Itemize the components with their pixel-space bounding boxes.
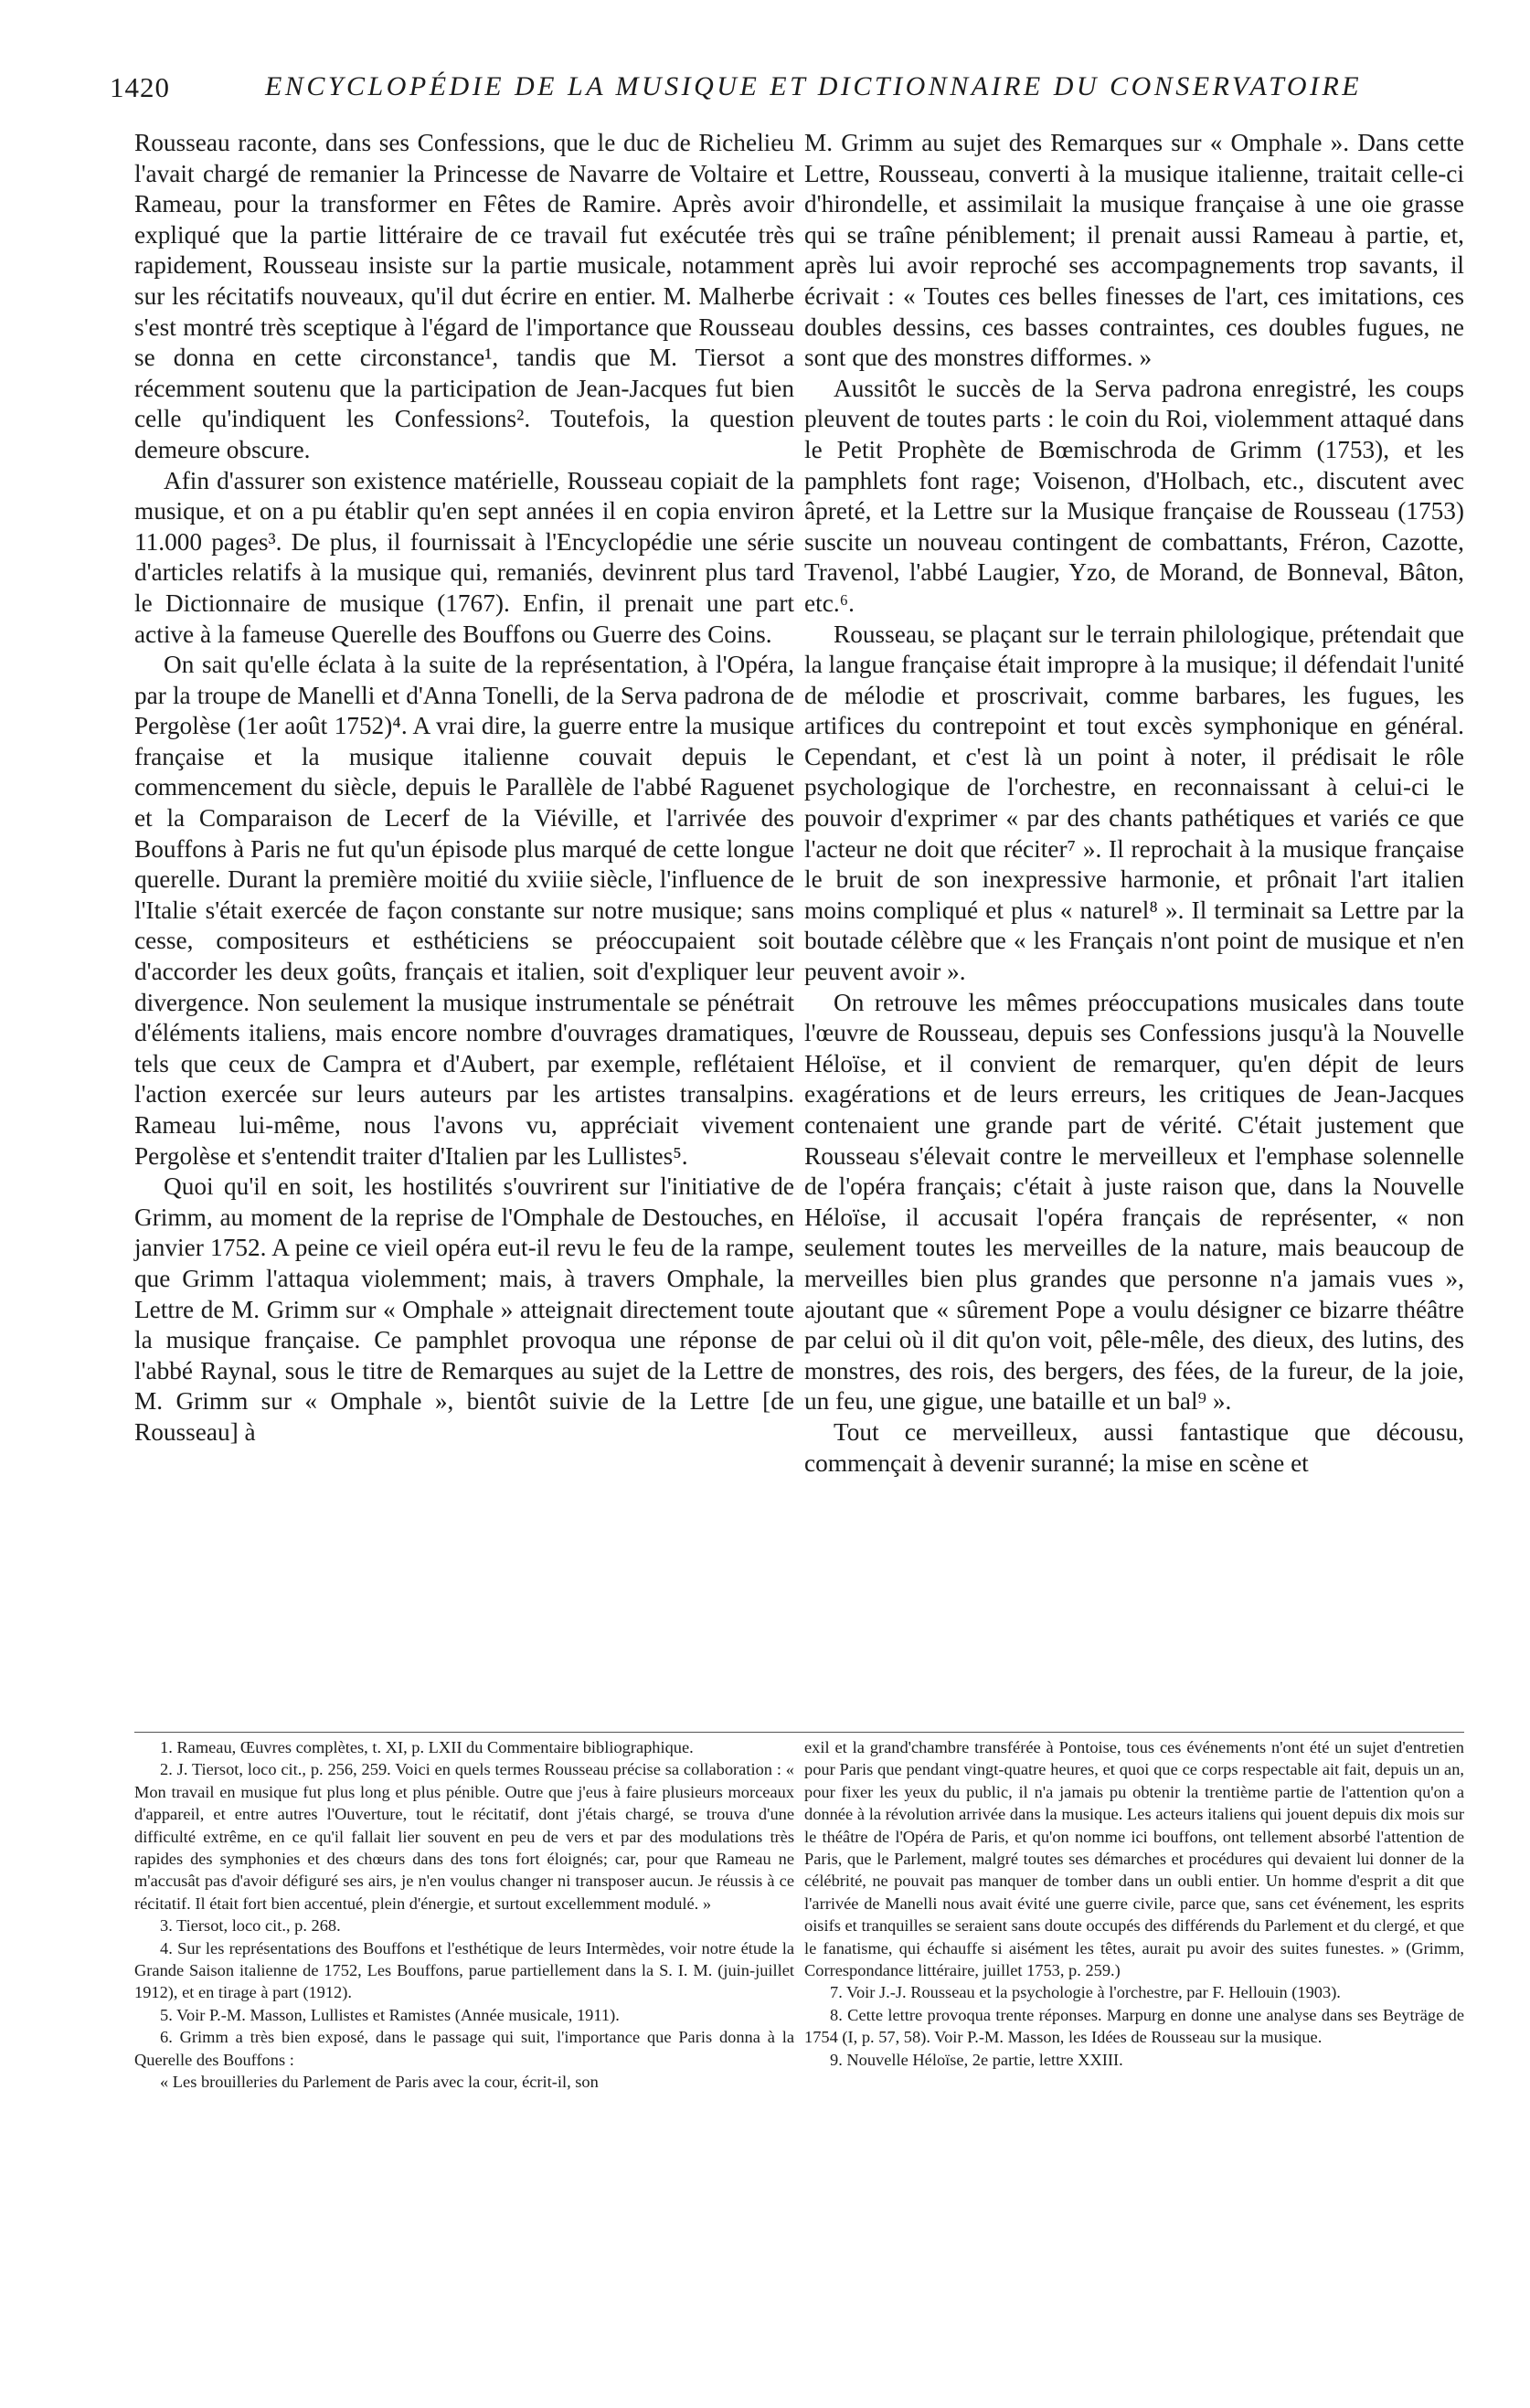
paragraph: Afin d'assurer son existence matérielle, Rousseau copiait de la musique, et on a pu établir qu'en sept années il en copia environ 11.000 pages³. De plus, il fournissait à l'Encyclopédie une série d'articles relatifs à la musique qui, remaniés, devinrent plus tard le Dictionnaire de musique (1767). Enfin, il prenait une part active à la fameuse Querelle des Bouffons ou Guerre des Coins. — [134, 466, 794, 648]
footnote: 1. Rameau, Œuvres complètes, t. XI, p. LXII du Commentaire bibliographique. — [160, 1738, 694, 1756]
footnote: « Les brouilleries du Parlement de Paris avec la cour, écrit-il, son — [160, 2073, 599, 2092]
paragraph: M. Grimm au sujet des Remarques sur « Omphale ». Dans cette Lettre, Rousseau, converti à la musique italienne, traitait celle-ci d'hirondelle, et assimilait la musique française à une oie grasse qui se traîne péniblement; il prenait aussi Rameau à partie, et, après lui avoir reproché ses accompagnements trop savants, il écrivait : « Toutes ces belles finesses de l'art, ces imitations, ces doubles dessins, ces basses contraintes, ces doubles fugues, ne sont que des monstres difformes. » — [804, 129, 1464, 372]
footnote: 6. Grimm a très bien exposé, dans le passage qui suit, l'importance que Paris donna à la Querelle des Bouffons : — [134, 2028, 794, 2069]
right-column — [804, 128, 1464, 1479]
page-header — [110, 71, 1462, 111]
left-column — [134, 128, 794, 1448]
paragraph: On retrouve les mêmes préoccupations musicales dans toute l'œuvre de Rousseau, depuis ses Confessions jusqu'à la Nouvelle Héloïse, et il convient de remarquer, qu'en dépit de leurs exagérations et de leurs erreurs, les critiques de Jean-Jacques contenaient une grande part de vérité. C'était justement que Rousseau s'élevait contre le merveilleux et l'emphase solennelle de l'opéra français; c'était à juste raison que, dans la Nouvelle Héloïse, il accusait l'opéra français de représenter, « non seulement toutes les merveilles de la nature, mais beaucoup de merveilles bien plus grandes que personne n'a jamais vues », ajoutant que « sûrement Pope a voulu désigner ce bizarre théâtre par celui où il dit qu'on voit, pêle-mêle, des dieux, des lutins, des monstres, des rois, des bergers, des fées, de la fureur, de la joie, un feu, une gigue, une bataille et un bal⁹ ». — [804, 988, 1464, 1416]
footnote: 7. Voir J.-J. Rousseau et la psychologie à l'orchestre, par F. Hellouin (1903). — [830, 1983, 1341, 2002]
running-title: ENCYCLOPÉDIE DE LA MUSIQUE ET DICTIONNAIRE DU CONSERVATOIRE — [265, 71, 1363, 101]
footnote: 4. Sur les représentations des Bouffons et l'esthétique de leurs Intermèdes, voir notre étude la Grande Saison italienne de 1752, Les Bouffons, parue partiellement dans la S. I. M. (juin-juillet 1912), et en tirage à part (1912). — [134, 1938, 794, 2002]
paragraph: Rousseau raconte, dans ses Confessions, que le duc de Richelieu l'avait chargé de remanier la Princesse de Navarre de Voltaire et Rameau, pour la transformer en Fêtes de Ramire. Après avoir expliqué que la partie littéraire de ce travail fut exécutée très rapidement, Rousseau insiste sur la partie musicale, notamment sur les récitatifs nouveaux, qu'il dut écrire en entier. M. Malherbe s'est montré très sceptique à l'égard de l'importance que Rousseau se donna en cette circonstance¹, tandis que M. Tiersot a récemment soutenu que la participation de Jean-Jacques fut bien celle qu'indiquent les Confessions². Toutefois, la question demeure obscure. — [134, 129, 794, 463]
footnote: 9. Nouvelle Héloïse, 2e partie, lettre XXIII. — [830, 2050, 1123, 2069]
footnotes-right — [804, 1736, 1464, 2071]
paragraph: Aussitôt le succès de la Serva padrona enregistré, les coups pleuvent de toutes parts : le coin du Roi, violemment attaqué dans le Petit Prophète de Bœmischroda de Grimm (1753), et les pamphlets font rage; Voisenon, d'Holbach, etc., discutent avec âpreté, et la Lettre sur la Musique française de Rousseau (1753) suscite un nouveau contingent de combattants, Fréron, Cazotte, Travenol, l'abbé Laugier, Yzo, de Morand, de Bonneval, Bâton, etc.⁶. — [804, 374, 1464, 617]
footnote-divider — [134, 1732, 1464, 1733]
footnote: 8. Cette lettre provoqua trente réponses. Marpurg en donne une analyse dans ses Beyträge de 1754 (I, p. 57, 58). Voir P.-M. Masson, les Idées de Rousseau sur la musique. — [804, 2005, 1464, 2047]
footnote: 3. Tiersot, loco cit., p. 268. — [160, 1916, 341, 1936]
footnotes-left — [134, 1736, 794, 2094]
footnote: 5. Voir P.-M. Masson, Lullistes et Ramistes (Année musicale, 1911). — [160, 2005, 620, 2024]
page-number: 1420 — [110, 71, 170, 103]
paragraph: On sait qu'elle éclata à la suite de la représentation, à l'Opéra, par la troupe de Manelli et d'Anna Tonelli, de la Serva padrona de Pergolèse (1er août 1752)⁴. A vrai dire, la guerre entre la musique française et la musique italienne couvait depuis le commencement du siècle, depuis le Parallèle de l'abbé Raguenet et la Comparaison de Lecerf de la Viéville, et l'arrivée des Bouffons à Paris ne fut qu'un épisode plus marqué de cette longue querelle. Durant la première moitié du xviiie siècle, l'influence de l'Italie s'était exercée de façon constante sur notre musique; sans cesse, compositeurs et esthéticiens se préoccupaient soit d'accorder les deux goûts, français et italien, soit d'expliquer leur divergence. Non seulement la musique instrumentale se pénétrait d'éléments italiens, mais encore nombre d'ouvrages dramatiques, tels que ceux de Campra et d'Aubert, par exemple, reflétaient l'action exercée sur leurs auteurs par les artistes transalpins. Rameau lui-même, nous l'avons vu, appréciait vivement Pergolèse et s'entendit traiter d'Italien par les Lullistes⁵. — [134, 651, 794, 1170]
footnote: exil et la grand'chambre transférée à Pontoise, tous ces événements n'ont été un sujet d'entretien pour Paris que pendant vingt-quatre heures, et quoi que ce corps respectable ait fait, depuis un an, pour fixer les yeux du public, il n'a jamais pu obtenir la trentième partie de l'attention qu'on a donnée à la révolution arrivée dans la musique. Les acteurs italiens qui jouent depuis dix mois sur le théâtre de l'Opéra de Paris, et qu'on nomme ici bouffons, ont tellement absorbé l'attention de Paris, que le Parlement, malgré toutes ses démarches et procédures qui devaient lui donner de la célébrité, ne pouvait pas manquer de tomber dans un oubli entier. Un homme d'esprit a dit que l'arrivée de Manelli nous avait évité une guerre civile, parce que, sans cet événement, les esprits oisifs et tranquilles se seraient sans doute occupés des différends du Parlement et du clergé, et que le fanatisme, qui échauffe si aisément les têtes, aurait pu avoir des suites funestes. » (Grimm, Correspondance littéraire, juillet 1753, p. 259.) — [804, 1738, 1464, 1980]
paragraph: Quoi qu'il en soit, les hostilités s'ouvrirent sur l'initiative de Grimm, au moment de la reprise de l'Omphale de Destouches, en janvier 1752. A peine ce vieil opéra eut-il revu le feu de la rampe, que Grimm l'attaqua violemment; mais, à travers Omphale, la Lettre de M. Grimm sur « Omphale » atteignait directement toute la musique française. Ce pamphlet provoqua une réponse de l'abbé Raynal, sous le titre de Remarques au sujet de la Lettre de M. Grimm sur « Omphale », bientôt suivie de la Lettre [de Rousseau] à — [134, 1172, 794, 1446]
paragraph: Rousseau, se plaçant sur le terrain philologique, prétendait que la langue française était impropre à la musique; il défendait l'unité de mélodie et proscrivait, comme barbares, les fugues, les artifices du contrepoint et tout excès symphonique en général. Cependant, et c'est là un point à noter, il prédisait le rôle psychologique de l'orchestre, en reconnaissant à celui-ci le pouvoir d'exprimer « par des chants pathétiques et variés ce que l'acteur ne doit que réciter⁷ ». Il reprochait à la musique française le bruit de son inexpressive harmonie, et prônait l'art italien moins compliqué et plus « naturel⁸ ». Il terminait sa Lettre par la boutade célèbre que « les Français n'ont point de musique et n'en peuvent avoir ». — [804, 620, 1464, 986]
paragraph: Tout ce merveilleux, aussi fantastique que décousu, commençait à devenir suranné; la mise en scène et — [804, 1417, 1464, 1477]
footnote: 2. J. Tiersot, loco cit., p. 256, 259. Voici en quels termes Rousseau précise sa collaboration : « Mon travail en musique fut plus long et plus pénible. Outre que j'eus à faire plusieurs morceaux d'appareil, et entre autres l'Ouverture, tout le récitatif, dont j'étais chargé, se trouva d'une difficulté extrême, en ce qu'il fallait lier souvent en peu de vers et par des modulations très rapides des symphonies et des chœurs dans des tons fort éloignés; car, pour que Rameau ne m'accusât pas d'avoir défiguré ses airs, je n'en voulus changer ni transposer aucun. Je réussis à ce récitatif. Il était fort bien accentué, plein d'énergie, et surtout excellemment modulé. » — [134, 1760, 794, 1913]
